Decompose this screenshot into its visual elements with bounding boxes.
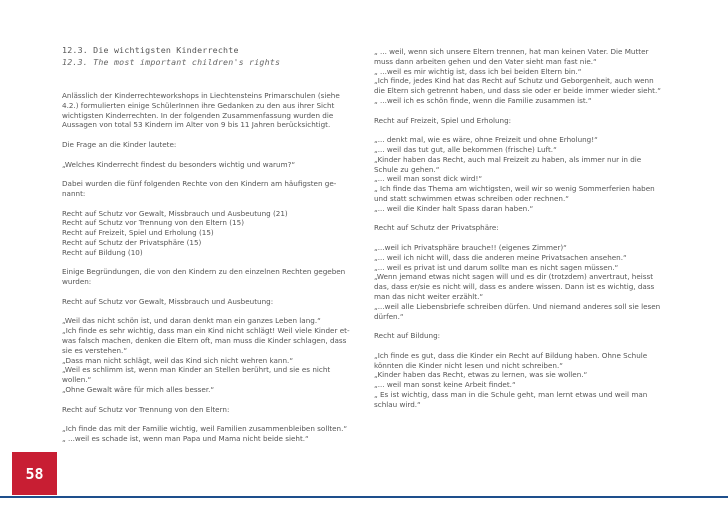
text-line: und statt schwimmen etwas schreiben oder rechnen.“ xyxy=(374,193,569,203)
paragraph-gap xyxy=(62,287,362,297)
text-line: „...weil alle Liebensbriefe schreiben dürfen. Und niemand anderes soll sie lesen xyxy=(374,301,661,311)
paragraph xyxy=(62,179,362,199)
text-line: sie es verstehen.“ xyxy=(62,345,128,355)
footer-rule xyxy=(0,496,728,498)
paragraph-gap xyxy=(62,130,362,140)
text-line: Recht auf Freizeit, Spiel und Erholung: xyxy=(374,115,512,125)
paragraph xyxy=(62,267,362,287)
text-line: Dabei wurden die fünf folgenden Rechte von den Kindern am häufigsten ge- xyxy=(62,179,337,189)
page-number-badge: 58 xyxy=(12,452,57,495)
text-line: „ Ich finde das Thema am wichtigsten, weil wir so wenig Sommerferien haben xyxy=(374,184,655,194)
text-line: „Weil es schlimm ist, wenn man Kinder an Stellen berührt, und sie es nicht xyxy=(62,365,331,375)
paragraph xyxy=(62,160,362,170)
text-line: Die Frage an die Kinder lautete: xyxy=(62,139,177,149)
paragraph xyxy=(62,316,362,394)
text-line: „... weil man sonst dick wird!“ xyxy=(374,174,483,184)
paragraph xyxy=(374,243,670,321)
paragraph-gap xyxy=(62,150,362,160)
text-line: „Kinder haben das Recht, etwas zu lernen, was sie wollen.“ xyxy=(374,370,588,380)
text-line: „ ...weil es mir wichtig ist, dass ich bei beiden Eltern bin.“ xyxy=(374,66,582,76)
text-line: Recht auf Schutz vor Gewalt, Missbrauch und Ausbeutung: xyxy=(62,296,274,306)
left-text-column xyxy=(62,91,362,444)
text-line: nannt: xyxy=(62,188,86,198)
text-line: „... weil es privat ist und darum sollte man es nicht sagen müssen.“ xyxy=(374,262,619,272)
section-title-de: 12.3. Die wichtigsten Kinderrechte xyxy=(62,45,239,55)
text-line: „ ... weil, wenn sich unsere Eltern trennen, hat man keinen Vater. Die Mutter xyxy=(374,47,649,56)
paragraph-gap xyxy=(374,106,670,116)
paragraph-gap xyxy=(62,169,362,179)
text-line: Recht auf Bildung: xyxy=(374,331,441,341)
text-line: „Kinder haben das Recht, auch mal Freizeit zu haben, als immer nur in die xyxy=(374,154,642,164)
paragraph-gap xyxy=(374,321,670,331)
text-line: das, dass er/sie es nicht will, dass es andere wissen. Dann ist es wichtig, dass xyxy=(374,282,655,292)
paragraph-gap xyxy=(62,199,362,209)
paragraph-gap xyxy=(62,258,362,268)
text-line: wurden: xyxy=(62,277,92,287)
text-line: was falsch machen, denken die Eltern oft, man muss die Kinder schlagen, dass xyxy=(62,335,347,345)
paragraph-gap xyxy=(62,307,362,317)
text-line: „ ...weil ich es schön finde, wenn die Familie zusammen ist.“ xyxy=(374,95,592,105)
paragraph-gap xyxy=(62,414,362,424)
paragraph xyxy=(62,209,362,258)
paragraph xyxy=(374,116,670,126)
paragraph xyxy=(62,140,362,150)
text-line: Einige Begründungen, die von den Kindern zu den einzelnen Rechten gegeben xyxy=(62,267,346,277)
text-line: Recht auf Schutz vor Gewalt, Missbrauch und Ausbeutung (21) xyxy=(62,208,288,218)
paragraph xyxy=(374,135,670,213)
paragraph xyxy=(374,351,670,410)
text-line: wichtigsten Kinderrechten. In der folgenden Zusammenfassung wurden die xyxy=(62,110,334,120)
text-line: „ ...weil es schade ist, wenn man Papa und Mama nicht beide sieht.“ xyxy=(62,433,309,443)
text-line: dürfen.“ xyxy=(374,311,404,321)
text-line: „Wenn jemand etwas nicht sagen will und es dir (trotzdem) anvertraut, heisst xyxy=(374,272,654,282)
text-line: „ Es ist wichtig, dass man in die Schule geht, man lernt etwas und weil man xyxy=(374,389,648,399)
text-line: „... weil die Kinder halt Spass daran haben.“ xyxy=(374,203,534,213)
text-line: Schule zu gehen.“ xyxy=(374,164,440,174)
text-line: man das nicht weiter erzählt.“ xyxy=(374,291,484,301)
text-line: „Ich finde es sehr wichtig, dass man ein Kind nicht schlägt! Weil viele Kinder et- xyxy=(62,326,350,336)
text-line: Recht auf Schutz vor Trennung von den Eltern: xyxy=(62,404,230,414)
text-line: „Dass man nicht schlägt, weil das Kind sich nicht wehren kann.“ xyxy=(62,355,294,365)
text-line: „Ich finde, jedes Kind hat das Recht auf Schutz und Geborgenheit, auch wenn xyxy=(374,76,654,86)
text-line: „Weil das nicht schön ist, und daran denkt man ein ganzes Leben lang.“ xyxy=(62,316,321,326)
text-line: Aussagen von total 53 Kindern im Alter von 9 bis 11 Jahren berücksichtigt. xyxy=(62,120,331,130)
paragraph xyxy=(374,331,670,341)
text-line: Anlässlich der Kinderrechteworkshops in Liechtensteins Primarschulen (siehe xyxy=(62,91,340,100)
paragraph-gap xyxy=(374,125,670,135)
text-line: schlau wird.“ xyxy=(374,399,421,409)
text-line: muss dann arbeiten gehen und den Vater sieht man fast nie.“ xyxy=(374,56,597,66)
paragraph xyxy=(62,91,362,130)
text-line: „... weil man sonst keine Arbeit findet.“ xyxy=(374,380,516,390)
text-line: „... denkt mal, wie es wäre, ohne Freizeit und ohne Erholung!“ xyxy=(374,135,598,145)
text-line: Recht auf Schutz der Privatsphäre: xyxy=(374,223,499,233)
text-line: „Ich finde es gut, dass die Kinder ein Recht auf Bildung haben. Ohne Schule xyxy=(374,350,648,360)
paragraph-gap xyxy=(374,233,670,243)
text-line: „... weil das tut gut, alle bekommen (frische) Luft.“ xyxy=(374,144,557,154)
text-line: wollen.“ xyxy=(62,375,92,385)
paragraph xyxy=(62,424,362,444)
text-line: Recht auf Freizeit, Spiel und Erholung (15) xyxy=(62,228,214,238)
text-line: „Welches Kinderrecht findest du besonders wichtig und warum?“ xyxy=(62,159,296,169)
text-line: könnten die Kinder nicht lesen und nicht schreiben.“ xyxy=(374,360,563,370)
paragraph xyxy=(374,47,670,106)
text-line: Recht auf Schutz vor Trennung von den Eltern (15) xyxy=(62,218,245,228)
text-line: die Eltern sich getrennt haben, und dass sie oder er beide immer wieder sieht.“ xyxy=(374,86,661,96)
paragraph-gap xyxy=(62,395,362,405)
text-line: 4.2.) formulierten einige SchülerInnen ihre Gedanken zu den aus ihrer Sicht xyxy=(62,100,335,110)
text-line: „... weil ich nicht will, dass die anderen meine Privatsachen ansehen.“ xyxy=(374,252,627,262)
paragraph xyxy=(374,223,670,233)
paragraph xyxy=(62,297,362,307)
section-title xyxy=(62,44,362,68)
paragraph xyxy=(62,405,362,415)
text-line: „Ich finde das mit der Familie wichtig, weil Familien zusammenbleiben sollten.“ xyxy=(62,424,348,434)
right-text-column xyxy=(374,47,670,409)
text-line: „...weil ich Privatsphäre brauche!! (eigenes Zimmer)“ xyxy=(374,242,567,252)
section-title-en: 12.3. The most important children's rights xyxy=(62,57,281,67)
text-line: Recht auf Bildung (10) xyxy=(62,247,143,257)
text-line: Recht auf Schutz der Privatsphäre (15) xyxy=(62,237,202,247)
text-line: „Ohne Gewalt wäre für mich alles besser.“ xyxy=(62,384,215,394)
paragraph-gap xyxy=(374,341,670,351)
paragraph-gap xyxy=(374,214,670,224)
